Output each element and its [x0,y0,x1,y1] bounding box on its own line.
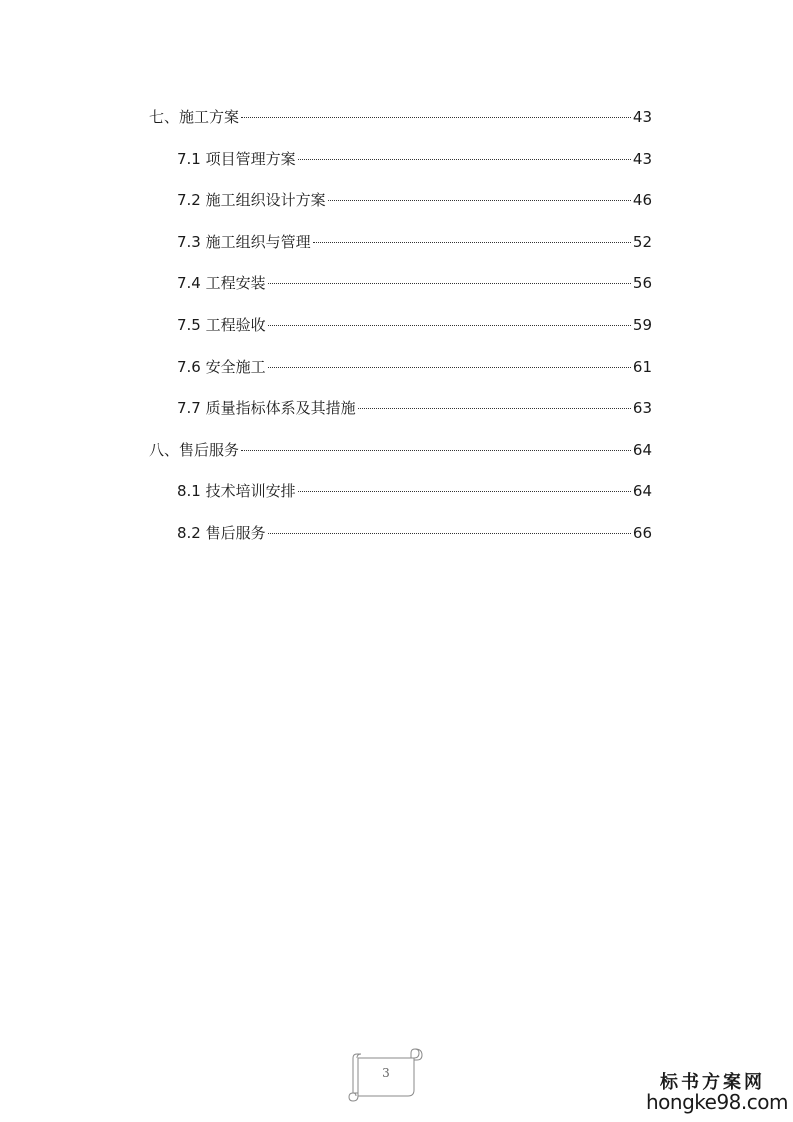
toc-entry[interactable] [177,148,652,170]
toc-entry-label: 八、售后服务 [149,441,240,459]
toc-dot-leader [298,491,631,492]
toc-entry-label: 7.4 工程安装 [177,274,266,292]
toc-dot-leader [298,159,631,160]
toc-entry-label: 7.6 安全施工 [177,358,266,376]
toc-dot-leader [328,200,631,201]
toc-entry-label: 7.2 施工组织设计方案 [177,191,326,209]
toc-dot-leader [268,367,631,368]
toc-entry[interactable] [177,231,652,253]
toc-dot-leader [241,450,631,451]
toc-entry-page: 59 [632,316,652,334]
toc-entry-page: 64 [632,482,652,500]
toc-entry-page: 56 [632,274,652,292]
toc-entry-label: 7.1 项目管理方案 [177,150,296,168]
page-number-scroll [348,1046,424,1104]
toc-entry[interactable] [149,106,652,128]
page-number: 3 [382,1066,390,1080]
watermark-title: 标书方案网 [660,1072,765,1093]
toc-dot-leader [268,283,631,284]
toc-entry[interactable] [149,439,652,461]
toc-dot-leader [241,117,631,118]
toc-entry-page: 66 [632,524,652,542]
toc-entry-page: 63 [632,399,652,417]
toc-dot-leader [268,325,631,326]
toc-entry-page: 43 [632,108,652,126]
toc-entry[interactable] [177,356,652,378]
toc-dot-leader [358,408,631,409]
toc-entry[interactable] [177,480,652,502]
toc-entry-label: 7.7 质量指标体系及其措施 [177,399,356,417]
toc-entry-page: 43 [632,150,652,168]
toc-entry[interactable] [177,397,652,419]
toc-dot-leader [268,533,631,534]
toc-entry-label: 7.3 施工组织与管理 [177,233,311,251]
toc-entry-page: 64 [632,441,652,459]
toc-entry-page: 61 [632,358,652,376]
toc-entry[interactable] [177,189,652,211]
watermark-logo [644,1068,788,1118]
toc-entry-label: 七、施工方案 [149,108,240,126]
toc-dot-leader [313,242,631,243]
toc-entry-page: 46 [632,191,652,209]
toc-entry[interactable] [177,314,652,336]
watermark-domain: hongke98.com [646,1090,788,1114]
toc-entry-label: 8.2 售后服务 [177,524,266,542]
toc-entry-page: 52 [632,233,652,251]
toc-entry-label: 7.5 工程验收 [177,316,266,334]
toc-entry-label: 8.1 技术培训安排 [177,482,296,500]
toc-entry[interactable] [177,522,652,544]
toc-entry[interactable] [177,272,652,294]
